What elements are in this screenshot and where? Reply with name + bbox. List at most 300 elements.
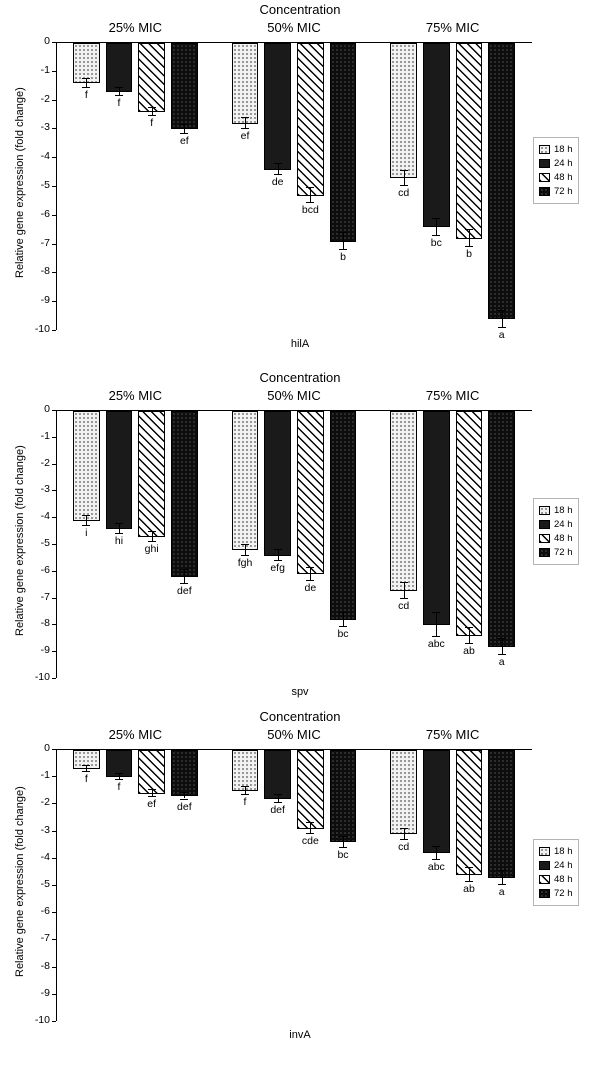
error-bar-cap — [115, 87, 123, 88]
y-tick-label: -6 — [40, 905, 50, 918]
error-bar-cap — [432, 612, 440, 613]
error-bar — [245, 117, 246, 129]
significance-label: i — [85, 527, 88, 540]
significance-label: bc — [430, 236, 442, 249]
legend-label: 48 h — [554, 533, 573, 545]
concentration-label-0: 25% MIC — [108, 388, 163, 403]
error-bar-cap — [180, 124, 188, 125]
error-bar-cap — [180, 133, 188, 134]
concentration-label-1: 50% MIC — [267, 20, 321, 35]
significance-label: ab — [463, 645, 475, 658]
bar — [106, 411, 133, 529]
concentration-label-2: 75% MIC — [425, 20, 480, 35]
chart-title: Concentration — [259, 2, 341, 17]
concentration-label-1: 50% MIC — [267, 727, 321, 742]
error-bar-cap — [180, 792, 188, 793]
y-tick-label: -1 — [40, 769, 50, 782]
y-tick-label: -8 — [40, 265, 50, 278]
chart-title: Concentration — [259, 370, 341, 385]
error-bar-cap — [400, 185, 408, 186]
y-tick-label: 0 — [44, 403, 50, 415]
legend-item — [539, 546, 573, 559]
y-tick-mark — [52, 858, 56, 859]
y-tick-label: -9 — [40, 294, 50, 307]
error-bar — [119, 523, 120, 534]
error-bar — [278, 549, 279, 560]
significance-label: cd — [398, 840, 410, 853]
y-axis-label: Relative gene expression (fold change) — [14, 87, 26, 278]
bar — [390, 750, 417, 834]
legend-label: 48 h — [554, 873, 573, 885]
bar — [106, 43, 133, 92]
error-bar — [343, 232, 344, 249]
y-tick-label: -3 — [40, 483, 50, 496]
y-tick-mark — [52, 157, 56, 158]
bar — [456, 43, 483, 239]
legend-swatch — [539, 506, 550, 515]
error-bar-cap — [432, 859, 440, 860]
gene-label: invA — [289, 1029, 311, 1041]
bar — [232, 43, 259, 124]
significance-label: hi — [114, 535, 124, 548]
y-tick-mark — [52, 100, 56, 101]
gene-label: spv — [291, 686, 309, 698]
y-tick-label: -7 — [40, 932, 50, 945]
error-bar-cap — [148, 789, 156, 790]
bar — [456, 750, 483, 875]
bar — [423, 43, 450, 227]
error-bar-cap — [241, 117, 249, 118]
y-tick-mark — [52, 994, 56, 995]
bar — [423, 411, 450, 625]
y-tick-label: -2 — [40, 456, 50, 469]
error-bar — [469, 627, 470, 643]
significance-label: de — [304, 582, 317, 595]
error-bar-cap — [82, 78, 90, 79]
y-tick-mark — [52, 885, 56, 886]
y-tick-label: -1 — [40, 429, 50, 442]
y-tick-mark — [52, 912, 56, 913]
error-bar-cap — [148, 107, 156, 108]
error-bar-cap — [498, 884, 506, 885]
y-tick-label: -5 — [40, 878, 50, 890]
y-tick-label: -2 — [40, 92, 50, 105]
error-bar — [404, 582, 405, 598]
legend-label: 72 h — [554, 887, 573, 899]
y-axis-line — [56, 410, 57, 678]
error-bar-cap — [339, 836, 347, 837]
bar — [171, 43, 198, 129]
error-bar-cap — [148, 796, 156, 797]
legend-label: 24 h — [554, 519, 573, 531]
bar — [264, 411, 291, 556]
y-tick-label: 0 — [44, 35, 50, 47]
y-tick-label: -7 — [40, 236, 50, 249]
significance-label: ab — [463, 882, 475, 895]
bar — [232, 411, 259, 550]
y-tick-mark — [52, 749, 56, 750]
error-bar-cap — [498, 654, 506, 655]
error-bar — [502, 638, 503, 654]
error-bar-cap — [432, 846, 440, 847]
significance-label: b — [340, 251, 346, 264]
legend-label: 18 h — [554, 144, 573, 156]
bar — [138, 43, 165, 112]
concentration-label-2: 75% MIC — [425, 727, 480, 742]
y-tick-label: -10 — [34, 1014, 50, 1026]
significance-label: efg — [270, 562, 285, 575]
error-bar-cap — [465, 627, 473, 628]
significance-label: def — [177, 584, 192, 597]
y-axis-label: Relative gene expression (fold change) — [14, 445, 26, 636]
legend-item — [539, 845, 573, 858]
significance-label: bcd — [301, 203, 319, 216]
legend-swatch — [539, 159, 550, 168]
error-bar — [310, 187, 311, 201]
legend-item — [539, 185, 573, 198]
significance-label: a — [498, 885, 505, 898]
y-tick-label: -10 — [34, 671, 50, 683]
y-tick-mark — [52, 330, 56, 331]
error-bar-cap — [465, 881, 473, 882]
error-bar-cap — [400, 582, 408, 583]
bar — [488, 43, 515, 319]
bar — [297, 750, 324, 829]
bar — [73, 411, 100, 521]
legend-swatch — [539, 534, 550, 543]
error-bar-cap — [306, 822, 314, 823]
y-tick-mark — [52, 624, 56, 625]
y-tick-label: -10 — [34, 323, 50, 335]
significance-label: cd — [398, 599, 410, 612]
legend-item — [539, 859, 573, 872]
error-bar-cap — [498, 310, 506, 311]
bar — [138, 411, 165, 537]
bar — [232, 750, 259, 791]
significance-label: f — [84, 773, 88, 786]
legend-label: 24 h — [554, 158, 573, 170]
error-bar-cap — [115, 533, 123, 534]
error-bar-cap — [339, 249, 347, 250]
error-bar-cap — [274, 549, 282, 550]
bar — [330, 411, 357, 620]
legend-label: 18 h — [554, 845, 573, 857]
y-tick-label: -4 — [40, 850, 50, 863]
y-tick-mark — [52, 776, 56, 777]
legend-swatch — [539, 889, 550, 898]
bar — [330, 750, 357, 842]
y-tick-label: -1 — [40, 63, 50, 76]
error-bar-cap — [241, 786, 249, 787]
bar — [488, 411, 515, 647]
legend-item — [539, 518, 573, 531]
y-tick-label: -4 — [40, 510, 50, 523]
bar — [488, 750, 515, 878]
legend-swatch — [539, 145, 550, 154]
error-bar-cap — [274, 560, 282, 561]
error-bar — [343, 612, 344, 625]
significance-label: cde — [301, 835, 319, 848]
error-bar-cap — [115, 779, 123, 780]
legend-swatch — [539, 861, 550, 870]
gene-label: hilA — [290, 338, 310, 350]
bar — [138, 750, 165, 794]
y-tick-label: 0 — [44, 742, 50, 754]
concentration-label-0: 25% MIC — [108, 20, 163, 35]
y-tick-label: -9 — [40, 986, 50, 999]
error-bar — [502, 870, 503, 884]
legend-item — [539, 873, 573, 886]
error-bar — [469, 867, 470, 881]
error-bar-cap — [82, 87, 90, 88]
y-tick-mark — [52, 490, 56, 491]
error-bar-cap — [498, 638, 506, 639]
error-bar-cap — [339, 612, 347, 613]
significance-label: abc — [427, 861, 445, 874]
y-tick-label: -4 — [40, 150, 50, 163]
error-bar-cap — [339, 626, 347, 627]
legend-swatch — [539, 187, 550, 196]
error-bar-cap — [400, 598, 408, 599]
error-bar — [119, 87, 120, 96]
legend-swatch — [539, 548, 550, 557]
error-bar — [278, 794, 279, 802]
error-bar — [436, 612, 437, 636]
error-bar-cap — [306, 567, 314, 568]
significance-label: bc — [337, 848, 349, 861]
y-tick-mark — [52, 598, 56, 599]
error-bar-cap — [115, 523, 123, 524]
chart-title: Concentration — [259, 709, 341, 724]
error-bar-cap — [148, 541, 156, 542]
y-tick-mark — [52, 186, 56, 187]
legend-swatch — [539, 875, 550, 884]
y-tick-label: -8 — [40, 959, 50, 972]
bar — [264, 43, 291, 170]
error-bar-cap — [432, 235, 440, 236]
error-bar-cap — [82, 765, 90, 766]
bar — [390, 43, 417, 178]
y-axis-label: Relative gene expression (fold change) — [14, 786, 26, 977]
error-bar-cap — [115, 95, 123, 96]
significance-label: ef — [147, 797, 157, 810]
error-bar-cap — [465, 246, 473, 247]
y-tick-mark — [52, 967, 56, 968]
significance-label: def — [270, 804, 285, 817]
error-bar-cap — [339, 847, 347, 848]
legend — [533, 839, 579, 906]
error-bar-cap — [465, 229, 473, 230]
error-bar-cap — [148, 531, 156, 532]
error-bar — [152, 531, 153, 542]
y-tick-mark — [52, 544, 56, 545]
error-bar-cap — [400, 839, 408, 840]
significance-label: b — [466, 248, 472, 261]
error-bar — [436, 218, 437, 235]
significance-label: a — [498, 655, 505, 668]
legend-item — [539, 171, 573, 184]
y-tick-mark — [52, 651, 56, 652]
y-tick-mark — [52, 571, 56, 572]
legend-label: 72 h — [554, 186, 573, 198]
bar — [390, 411, 417, 591]
y-tick-mark — [52, 215, 56, 216]
y-tick-mark — [52, 939, 56, 940]
error-bar-cap — [465, 643, 473, 644]
significance-label: fgh — [237, 556, 253, 569]
error-bar-cap — [82, 525, 90, 526]
significance-label: de — [271, 176, 284, 189]
significance-label: ghi — [144, 543, 159, 556]
y-tick-label: -5 — [40, 537, 50, 549]
error-bar-cap — [432, 218, 440, 219]
y-tick-mark — [52, 42, 56, 43]
significance-label: f — [84, 88, 88, 101]
y-axis-line — [56, 42, 57, 330]
significance-label: ef — [179, 134, 189, 147]
significance-label: f — [243, 795, 247, 808]
error-bar-cap — [498, 327, 506, 328]
error-bar-cap — [306, 202, 314, 203]
chart-panel-hilA — [0, 0, 600, 366]
bar — [330, 43, 357, 242]
y-tick-label: -2 — [40, 796, 50, 809]
error-bar-cap — [306, 187, 314, 188]
significance-label: cd — [398, 186, 410, 199]
bar — [297, 411, 324, 574]
legend — [533, 498, 579, 565]
error-bar-cap — [274, 802, 282, 803]
error-bar-cap — [306, 580, 314, 581]
y-tick-mark — [52, 272, 56, 273]
legend-label: 18 h — [554, 505, 573, 517]
y-tick-mark — [52, 1021, 56, 1022]
y-tick-mark — [52, 244, 56, 245]
y-tick-mark — [52, 831, 56, 832]
y-tick-mark — [52, 410, 56, 411]
error-bar-cap — [180, 583, 188, 584]
error-bar-cap — [465, 867, 473, 868]
y-tick-mark — [52, 464, 56, 465]
legend-label: 48 h — [554, 172, 573, 184]
y-tick-mark — [52, 437, 56, 438]
error-bar-cap — [241, 555, 249, 556]
y-tick-label: -6 — [40, 207, 50, 220]
error-bar — [184, 124, 185, 133]
error-bar-cap — [115, 773, 123, 774]
concentration-label-2: 75% MIC — [425, 388, 480, 403]
error-bar-cap — [432, 636, 440, 637]
error-bar — [310, 822, 311, 833]
legend-item — [539, 532, 573, 545]
error-bar — [436, 846, 437, 860]
error-bar-cap — [306, 833, 314, 834]
y-tick-mark — [52, 678, 56, 679]
error-bar-cap — [498, 870, 506, 871]
legend-label: 24 h — [554, 859, 573, 871]
error-bar-cap — [241, 544, 249, 545]
error-bar — [278, 163, 279, 175]
legend-item — [539, 887, 573, 900]
error-bar — [404, 828, 405, 839]
y-tick-mark — [52, 517, 56, 518]
chart-panel-spv — [0, 366, 600, 705]
bar — [297, 43, 324, 196]
legend — [533, 137, 579, 204]
error-bar — [184, 569, 185, 582]
error-bar-cap — [180, 799, 188, 800]
concentration-label-0: 25% MIC — [108, 727, 163, 742]
y-tick-mark — [52, 803, 56, 804]
y-tick-label: -7 — [40, 590, 50, 603]
y-tick-label: -9 — [40, 644, 50, 657]
error-bar-cap — [241, 794, 249, 795]
error-bar-cap — [339, 232, 347, 233]
significance-label: ef — [240, 130, 250, 143]
legend-label: 72 h — [554, 547, 573, 559]
error-bar-cap — [274, 794, 282, 795]
bar — [171, 411, 198, 577]
significance-label: f — [117, 780, 121, 793]
legend-item — [539, 157, 573, 170]
error-bar-cap — [148, 115, 156, 116]
concentration-label-1: 50% MIC — [267, 388, 321, 403]
significance-label: f — [150, 117, 154, 130]
y-tick-label: -5 — [40, 179, 50, 191]
significance-label: def — [177, 800, 192, 813]
error-bar — [86, 78, 87, 87]
legend-swatch — [539, 173, 550, 182]
error-bar-cap — [82, 515, 90, 516]
y-tick-mark — [52, 301, 56, 302]
significance-label: bc — [337, 627, 349, 640]
legend-item — [539, 143, 573, 156]
legend-swatch — [539, 847, 550, 856]
error-bar — [245, 786, 246, 794]
error-bar — [343, 836, 344, 847]
y-tick-mark — [52, 128, 56, 129]
significance-label: abc — [427, 638, 445, 651]
error-bar-cap — [274, 163, 282, 164]
chart-panel-invA — [0, 705, 600, 1078]
significance-label: a — [498, 329, 505, 342]
error-bar-cap — [241, 128, 249, 129]
error-bar-cap — [180, 569, 188, 570]
y-tick-label: -3 — [40, 121, 50, 134]
legend-item — [539, 504, 573, 517]
legend-swatch — [539, 520, 550, 529]
error-bar — [152, 107, 153, 116]
bar — [264, 750, 291, 799]
y-tick-label: -3 — [40, 823, 50, 836]
bar — [423, 750, 450, 853]
error-bar-cap — [400, 828, 408, 829]
y-tick-mark — [52, 71, 56, 72]
error-bar — [404, 170, 405, 184]
y-tick-label: -6 — [40, 563, 50, 576]
error-bar — [502, 310, 503, 327]
error-bar-cap — [400, 170, 408, 171]
error-bar-cap — [274, 174, 282, 175]
significance-label: f — [117, 97, 121, 110]
error-bar — [310, 567, 311, 580]
error-bar-cap — [82, 771, 90, 772]
y-tick-label: -8 — [40, 617, 50, 630]
error-bar — [469, 229, 470, 246]
error-bar — [245, 544, 246, 555]
bar — [171, 750, 198, 796]
bar — [456, 411, 483, 636]
